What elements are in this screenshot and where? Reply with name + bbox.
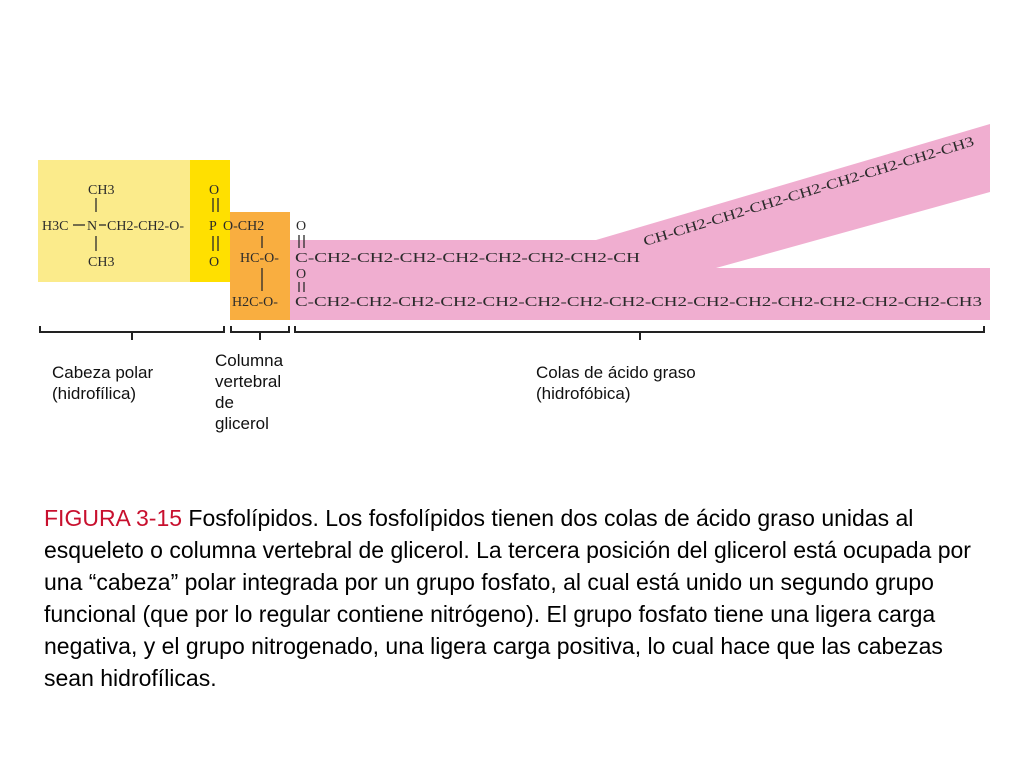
unsaturated-chain-straight: C-CH2-CH2-CH2-CH2-CH2-CH2-CH2-CH (295, 251, 640, 266)
brace-head (40, 326, 224, 340)
figure-label: FIGURA 3-15 (44, 505, 183, 531)
methyl-left: H3C (42, 219, 69, 234)
ester-oxygen-upper: O (296, 219, 307, 234)
brace-glycerol (231, 326, 289, 340)
methyl-bottom: CH3 (88, 255, 115, 270)
saturated-tail-band (290, 268, 990, 320)
glycerol-top: O-CH2 (223, 219, 265, 234)
glycerol-label: Columna vertebral de glicerol (215, 351, 284, 433)
saturated-chain: C-CH2-CH2-CH2-CH2-CH2-CH2-CH2-CH2-CH2-CH2-CH2-CH2-CH2-CH2-CH2-CH3 (295, 295, 982, 310)
unsaturated-tail-band (290, 124, 990, 268)
tails-label: Colas de ácido graso (hidrofóbica) (536, 363, 696, 403)
nitrogen: N (87, 219, 98, 234)
glycerol-middle: HC-O- (240, 251, 279, 266)
phosphorus: P (209, 219, 217, 234)
head-label: Cabeza polar (hidrofílica) (52, 363, 154, 403)
choline-chain: CH2-CH2-O- (107, 219, 184, 234)
unsaturated-chain-kink: CH-CH2-CH2-CH2-CH2-CH2-CH2-CH2-CH3 (641, 157, 903, 250)
phosphate-oxygen-top: O (209, 183, 220, 198)
phosphate-oxygen-bottom: O (209, 255, 220, 270)
glycerol-bottom: H2C-O- (232, 295, 278, 310)
ester-oxygen-lower: O (296, 267, 307, 282)
brace-tails (295, 326, 984, 340)
methyl-top: CH3 (88, 183, 115, 198)
caption-text: Fosfolípidos. Los fosfolípidos tienen dos colas de ácido graso unidas al esqueleto o columna vertebral de glicerol. La tercera posición del glicerol está ocupada por una “cabeza” polar integrada por un grupo fosfato, al cual está unido un segundo grupo funcional (que por lo regular contiene nitrógeno). El grupo fosfato tiene una ligera carga negativa, y el grupo nitrogenado, una ligera carga positiva, lo cual hace que las cabezas sean hidrofílicas. (44, 505, 971, 691)
figure-caption (44, 502, 984, 694)
